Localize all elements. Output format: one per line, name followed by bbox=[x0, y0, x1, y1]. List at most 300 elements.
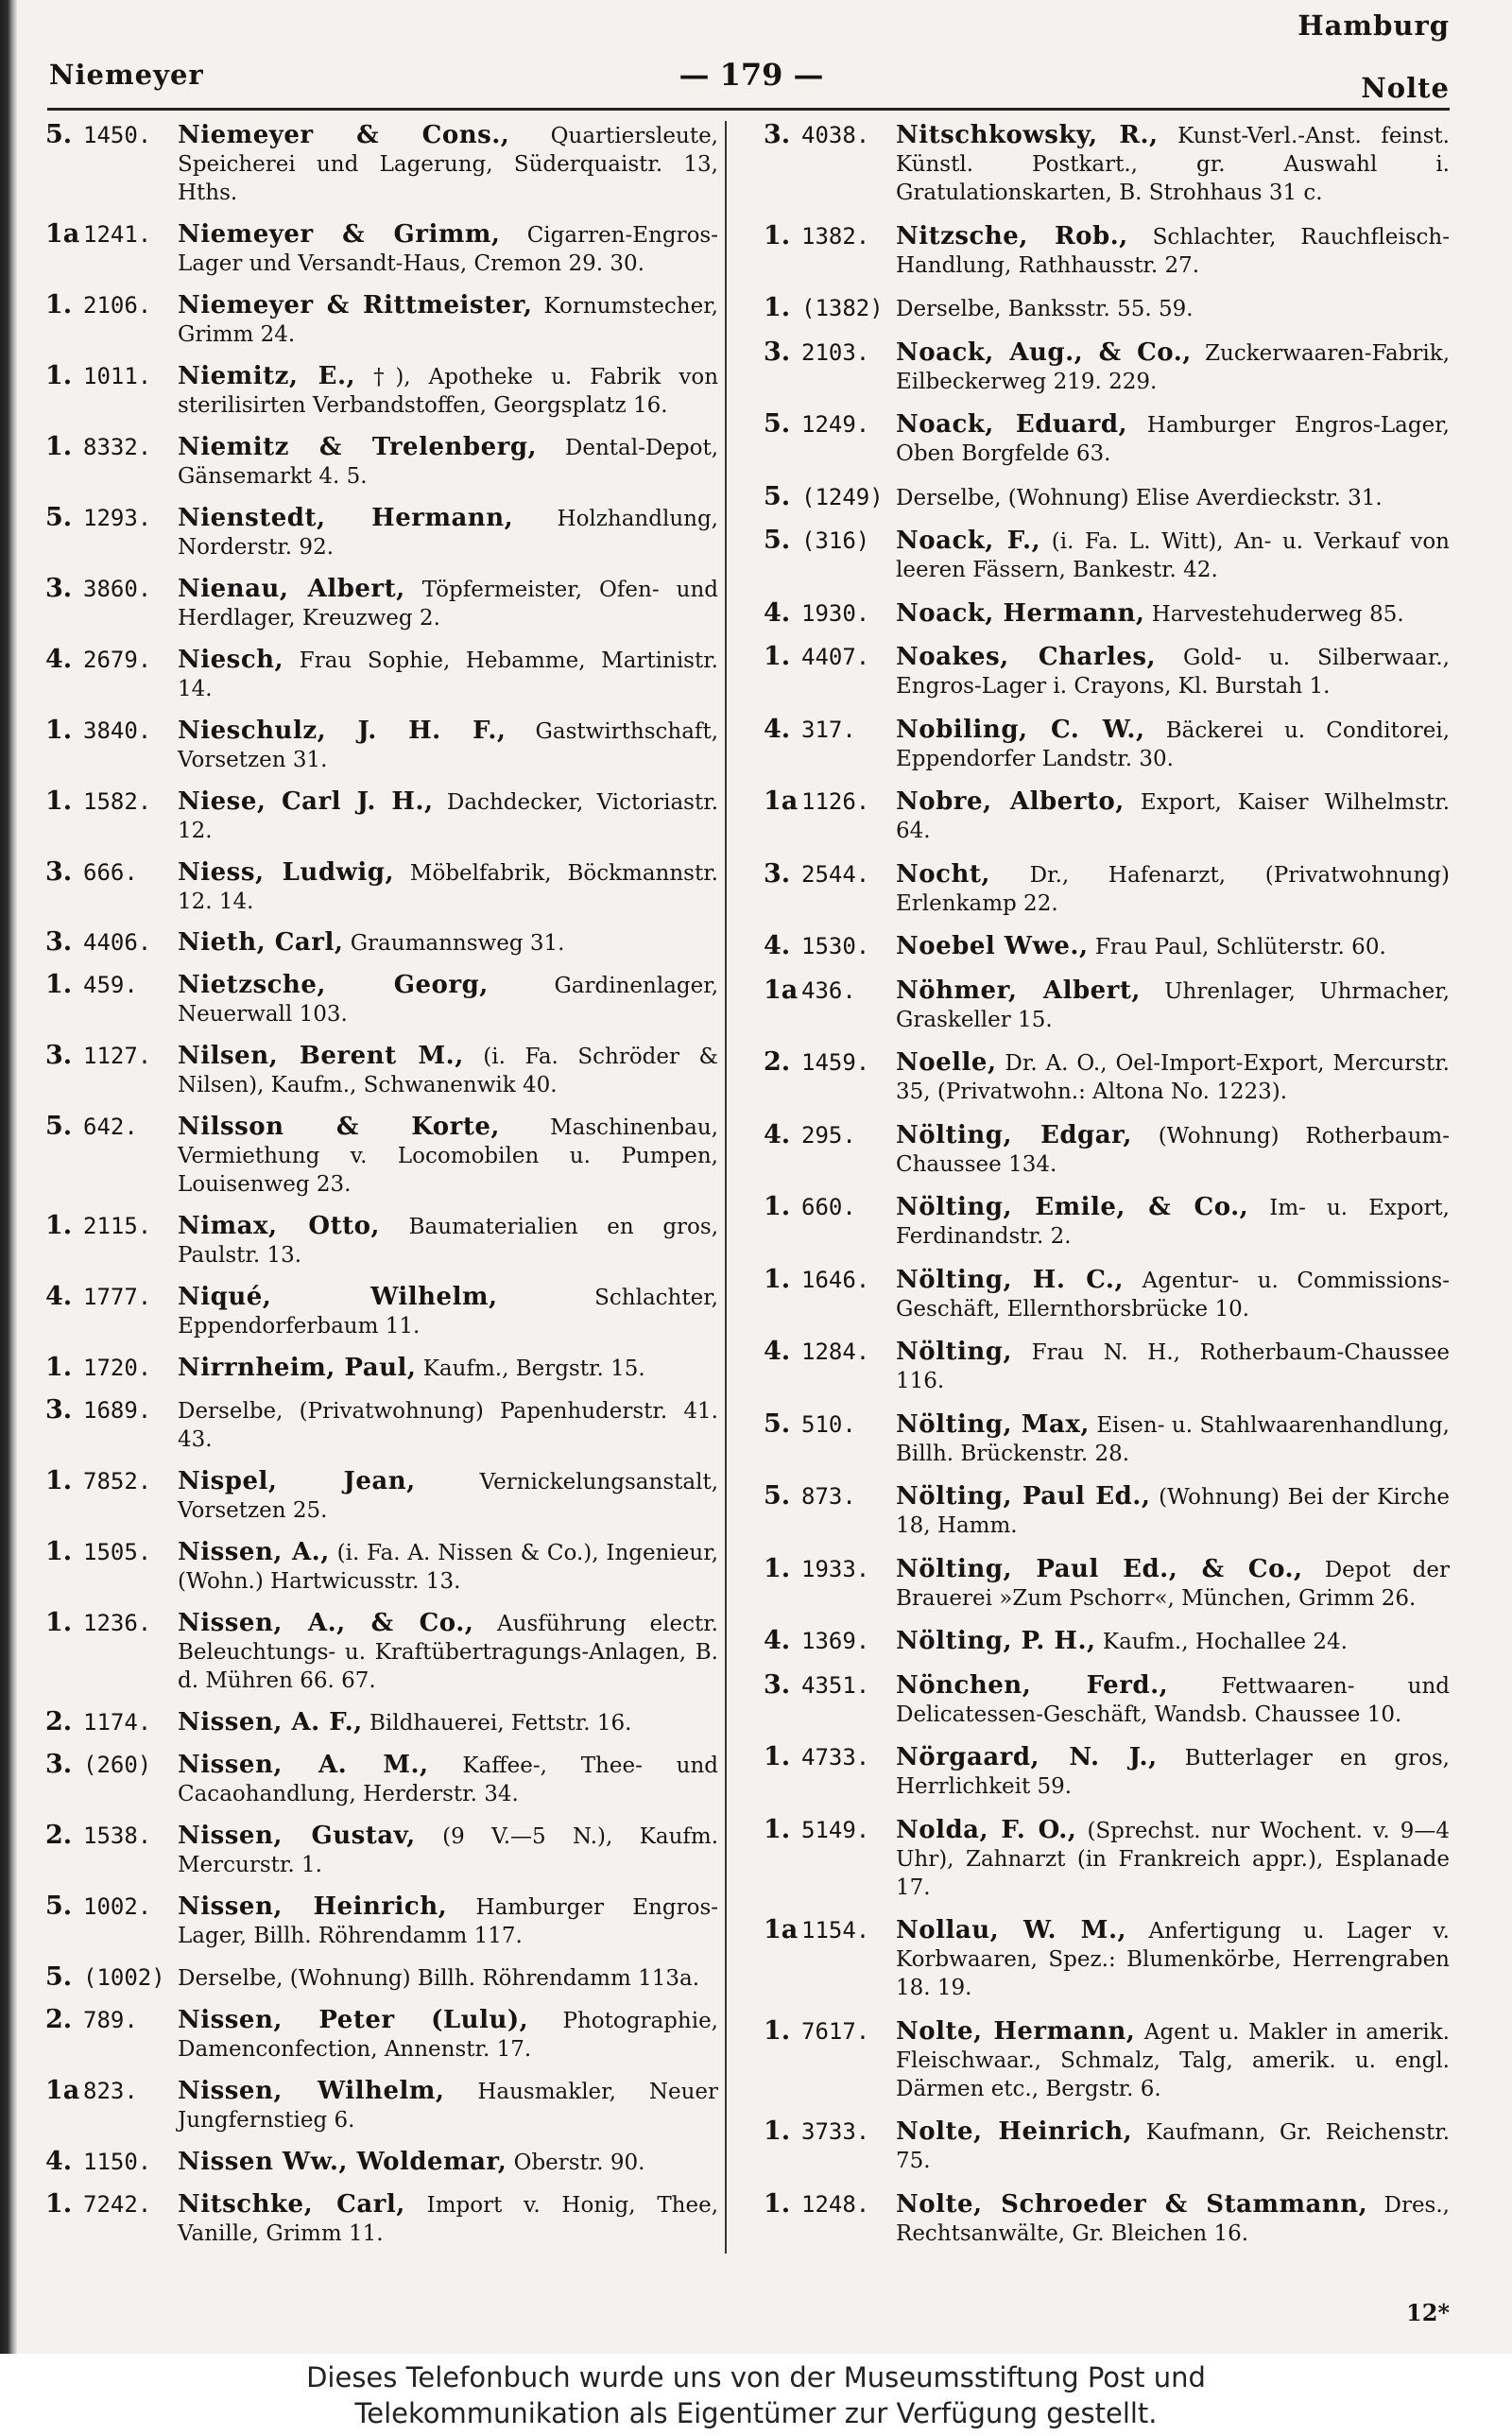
subscriber-name: Nölting, bbox=[896, 1338, 1013, 1367]
entry-body bbox=[896, 1121, 1450, 1179]
entry-body bbox=[178, 291, 718, 349]
phone-number bbox=[764, 527, 896, 555]
exchange-zone: 1. bbox=[764, 1192, 791, 1222]
directory-entry bbox=[45, 2006, 718, 2064]
entry-body bbox=[896, 1048, 1450, 1106]
exchange-zone: 3. bbox=[45, 1041, 73, 1071]
book-binding-edge bbox=[0, 0, 17, 2354]
subscriber-name: Nölting, Emile, & Co., bbox=[896, 1193, 1249, 1222]
subscriber-name: Nietzsche, Georg, bbox=[178, 971, 489, 1000]
entry-body bbox=[896, 222, 1450, 280]
exchange-zone: 1a bbox=[764, 975, 799, 1005]
subscriber-details: Frau Sophie, Hebamme, Martinistr. 14. bbox=[178, 648, 718, 701]
directory-entry bbox=[764, 716, 1450, 773]
exchange-zone: 3. bbox=[764, 1669, 791, 1700]
entry-body bbox=[896, 121, 1450, 207]
subscriber-number: 4351. bbox=[801, 1671, 870, 1699]
phone-number bbox=[764, 294, 896, 322]
entry-body bbox=[178, 2006, 718, 2064]
subscriber-details: Zuckerwaaren-Fabrik, Eilbeckerweg 219. 229. bbox=[896, 340, 1451, 394]
phone-number bbox=[764, 338, 896, 367]
phone-number bbox=[45, 504, 178, 532]
exchange-zone: 1. bbox=[764, 1264, 791, 1294]
subscriber-number: 1933. bbox=[801, 1555, 870, 1582]
phone-number bbox=[764, 1266, 896, 1294]
entry-body bbox=[178, 858, 718, 916]
phone-number bbox=[45, 971, 178, 999]
directory-entry bbox=[764, 338, 1450, 396]
exchange-zone: 3. bbox=[45, 1749, 73, 1779]
entry-body bbox=[178, 717, 718, 774]
exchange-zone: 1. bbox=[45, 715, 73, 745]
exchange-zone: 1. bbox=[45, 1211, 73, 1241]
directory-entry bbox=[764, 1121, 1450, 1179]
subscriber-name: Nissen, Wilhelm, bbox=[178, 2076, 445, 2105]
exchange-zone: 2. bbox=[45, 2004, 73, 2034]
subscriber-details: (i. Fa. L. Witt), An- u. Verkauf von leeren Fässern, Bankestr. 42. bbox=[896, 529, 1450, 583]
subscriber-name: Noack, Aug., & Co., bbox=[896, 337, 1192, 367]
subscriber-number: 5149. bbox=[801, 1816, 870, 1843]
phone-number bbox=[45, 1708, 178, 1736]
subscriber-details: Butterlager en gros, Herrlichkeit 59. bbox=[896, 1746, 1450, 1800]
directory-entry bbox=[45, 1354, 718, 1383]
subscriber-number: 1126. bbox=[801, 788, 870, 816]
entry-body bbox=[178, 1822, 718, 1879]
subscriber-name: Nolte, Hermann, bbox=[896, 2016, 1136, 2046]
subscriber-name: Nönchen, Ferd., bbox=[896, 1670, 1169, 1700]
subscriber-details: Hamburger Engros-Lager, Oben Borgfelde 63. bbox=[896, 413, 1450, 467]
exchange-zone: 4. bbox=[764, 931, 791, 961]
phone-number bbox=[764, 483, 896, 511]
subscriber-details: Harvestehuderweg 85. bbox=[1151, 601, 1404, 627]
directory-entry bbox=[45, 362, 718, 420]
entry-body bbox=[896, 2117, 1450, 2175]
subscriber-details: Hausmakler, Neuer Jungfernstieg 6. bbox=[178, 2079, 718, 2133]
entry-body bbox=[178, 1892, 718, 1950]
entry-body bbox=[178, 575, 718, 632]
directory-entry bbox=[764, 1671, 1450, 1729]
exchange-zone: 1. bbox=[764, 1553, 791, 1583]
subscriber-details: Fettwaaren- und Delicatessen-Geschäft, Wandsb. Chaussee 10. bbox=[896, 1673, 1451, 1727]
running-head-left: Niemeyer bbox=[49, 59, 204, 91]
subscriber-number: 3733. bbox=[801, 2118, 870, 2146]
subscriber-name: Nissen, A. F., bbox=[178, 1707, 363, 1736]
subscriber-number: 1293. bbox=[83, 504, 152, 531]
phone-number bbox=[45, 928, 178, 957]
entry-body bbox=[896, 643, 1450, 700]
subscriber-details: Kaufm., Bergstr. 15. bbox=[422, 1356, 645, 1382]
entry-body bbox=[178, 2190, 718, 2248]
phone-number bbox=[764, 1555, 896, 1583]
entry-body bbox=[178, 1751, 718, 1808]
subscriber-details: Derselbe, Banksstr. 55. 59. bbox=[896, 297, 1194, 322]
exchange-zone: 4. bbox=[764, 714, 791, 744]
subscriber-details: Agentur- u. Commissions-Geschäft, Ellernthorsbrücke 10. bbox=[896, 1268, 1450, 1322]
subscriber-details: Kornumstecher, Grimm 24. bbox=[178, 293, 718, 347]
subscriber-name: Nienstedt, Hermann, bbox=[178, 503, 514, 532]
directory-entry bbox=[764, 1266, 1450, 1323]
subscriber-number: 1646. bbox=[801, 1266, 870, 1293]
subscriber-details: Derselbe, (Privatwohnung) Papenhuderstr. 41. 43. bbox=[178, 1399, 718, 1453]
subscriber-details: Oberstr. 90. bbox=[513, 2150, 645, 2175]
subscriber-number: 2106. bbox=[83, 291, 152, 319]
subscriber-details: (9 V.—5 N.), Kaufm. Mercurstr. 1. bbox=[178, 1823, 719, 1877]
subscriber-name: Nitschkowsky, R., bbox=[896, 121, 1159, 149]
entry-body bbox=[896, 483, 1450, 512]
exchange-zone: 1. bbox=[45, 360, 73, 390]
exchange-zone: 3. bbox=[764, 858, 791, 889]
left-column bbox=[45, 121, 718, 2248]
phone-number bbox=[45, 1396, 178, 1425]
subscriber-details: Export, Kaiser Wilhelmstr. 64. bbox=[896, 790, 1451, 844]
subscriber-details: Kunst-Verl.-Anst. feinst. Künstl. Postkart., gr. Auswahl i. Gratulationskarten, B. Strohhaus 31 c. bbox=[896, 124, 1450, 205]
directory-entry bbox=[45, 433, 718, 491]
subscriber-name: Nölting, Paul Ed., bbox=[896, 1482, 1151, 1512]
entry-body bbox=[178, 2148, 718, 2177]
phone-number bbox=[45, 1822, 178, 1850]
subscriber-name: Nispel, Jean, bbox=[178, 1467, 416, 1496]
exchange-zone: 4. bbox=[45, 1282, 73, 1312]
subscriber-number: 4407. bbox=[801, 644, 870, 671]
signature-mark: 12* bbox=[1406, 2299, 1450, 2326]
phone-number bbox=[45, 1963, 178, 1992]
directory-entry bbox=[45, 787, 718, 845]
subscriber-number: 4406. bbox=[83, 929, 152, 957]
directory-entry bbox=[764, 1555, 1450, 1613]
subscriber-details: Gardinenlager, Neuerwall 103. bbox=[178, 974, 719, 1028]
directory-entry bbox=[45, 1963, 718, 1993]
header-rule bbox=[47, 108, 1450, 111]
subscriber-number: 1538. bbox=[83, 1822, 152, 1849]
banner-line-1: Dieses Telefonbuch wurde uns von der Museumsstiftung Post und bbox=[306, 2361, 1206, 2393]
subscriber-name: Noack, Hermann, bbox=[896, 598, 1145, 628]
subscriber-number: (1002) bbox=[83, 1963, 165, 1991]
subscriber-details: (Wohnung) Rotherbaum-Chaussee 134. bbox=[896, 1123, 1450, 1177]
subscriber-number: 1284. bbox=[801, 1339, 870, 1366]
exchange-zone: 1. bbox=[764, 2116, 791, 2147]
entry-body bbox=[178, 646, 718, 703]
directory-entry bbox=[764, 2017, 1450, 2103]
directory-entry bbox=[45, 1467, 718, 1525]
subscriber-name: Nissen, A. M., bbox=[178, 1750, 429, 1779]
directory-entry bbox=[45, 575, 718, 632]
subscriber-name: Nimax, Otto, bbox=[178, 1212, 380, 1241]
phone-number bbox=[764, 1671, 896, 1700]
subscriber-details: Maschinenbau, Vermiethung v. Locomobilen u. Pumpen, Louisenweg 23. bbox=[178, 1115, 718, 1198]
phone-number bbox=[45, 1113, 178, 1141]
exchange-zone: 5. bbox=[45, 1112, 73, 1142]
subscriber-name: Nörgaard, N. J., bbox=[896, 1743, 1158, 1772]
directory-entry bbox=[764, 527, 1450, 584]
exchange-zone: 1. bbox=[45, 2188, 73, 2219]
exchange-zone: 5. bbox=[45, 1961, 73, 1992]
subscriber-name: Nilsen, Berent M., bbox=[178, 1042, 464, 1071]
directory-entry bbox=[45, 646, 718, 703]
subscriber-number: 1689. bbox=[83, 1397, 152, 1425]
entry-body bbox=[178, 433, 718, 491]
phone-number bbox=[45, 1283, 178, 1311]
directory-entry bbox=[764, 222, 1450, 280]
phone-number bbox=[764, 1627, 896, 1655]
subscriber-name: Niqué, Wilhelm, bbox=[178, 1283, 498, 1312]
subscriber-name: Nölting, H. C., bbox=[896, 1265, 1125, 1294]
exchange-zone: 1. bbox=[764, 2188, 791, 2219]
directory-entry bbox=[45, 858, 718, 916]
subscriber-name: Nissen, Heinrich, bbox=[178, 1892, 448, 1921]
exchange-zone: 4. bbox=[45, 2146, 73, 2176]
phone-number bbox=[764, 1410, 896, 1439]
subscriber-number: 7852. bbox=[83, 1468, 152, 1495]
subscriber-number: 1002. bbox=[83, 1892, 152, 1920]
subscriber-name: Niess, Ludwig, bbox=[178, 857, 395, 887]
subscriber-number: 3860. bbox=[83, 575, 152, 602]
directory-entry bbox=[45, 1708, 718, 1737]
exchange-zone: 5. bbox=[764, 481, 791, 511]
subscriber-name: Niemitz, E., bbox=[178, 361, 356, 390]
phone-number bbox=[764, 787, 896, 816]
subscriber-details: Baumaterialien en gros, Paulstr. 13. bbox=[178, 1215, 719, 1269]
subscriber-name: Nilsson & Korte, bbox=[178, 1113, 500, 1142]
subscriber-name: Nollau, W. M., bbox=[896, 1916, 1127, 1945]
exchange-zone: 1. bbox=[45, 970, 73, 1000]
subscriber-number: 2679. bbox=[83, 646, 152, 673]
exchange-zone: 4. bbox=[764, 1337, 791, 1367]
subscriber-details: Frau N. H., Rotherbaum-Chaussee 116. bbox=[896, 1340, 1450, 1394]
exchange-zone: 3. bbox=[764, 120, 791, 149]
subscriber-details: Dres., Rechtsanwälte, Gr. Bleichen 16. bbox=[896, 2192, 1450, 2246]
directory-entry bbox=[45, 1283, 718, 1340]
ownership-banner bbox=[0, 2354, 1512, 2436]
subscriber-name: Nobre, Alberto, bbox=[896, 787, 1125, 817]
subscriber-details: (i. Fa. A. Nissen & Co.), Ingenieur, (Wohn.) Hartwicusstr. 13. bbox=[178, 1541, 718, 1595]
subscriber-details: Bildhauerei, Fettstr. 16. bbox=[369, 1710, 632, 1736]
subscriber-number: 873. bbox=[801, 1483, 856, 1511]
phone-number bbox=[45, 2006, 178, 2034]
exchange-zone: 1. bbox=[764, 1742, 791, 1772]
subscriber-number: 1154. bbox=[801, 1917, 870, 1944]
subscriber-details: Bäckerei u. Conditorei, Eppendorfer Landstr. 30. bbox=[896, 717, 1450, 771]
subscriber-number: 4038. bbox=[801, 122, 870, 148]
entry-body bbox=[896, 1410, 1450, 1468]
exchange-zone: 1. bbox=[764, 2015, 791, 2046]
subscriber-details: Hamburger Engros-Lager, Billh. Röhrendamm 117. bbox=[178, 1894, 719, 1948]
page-number: — 179 — bbox=[679, 57, 824, 93]
subscriber-details: Kaufm., Hochallee 24. bbox=[1102, 1630, 1348, 1655]
directory-entry bbox=[45, 1212, 718, 1270]
subscriber-number: 8332. bbox=[83, 433, 152, 460]
subscriber-name: Noack, F., bbox=[896, 527, 1041, 556]
subscriber-details: Dr., Hafenarzt, (Privatwohnung) Erlenkamp 22. bbox=[896, 862, 1450, 916]
subscriber-name: Nöhmer, Albert, bbox=[896, 976, 1141, 1005]
directory-entry bbox=[764, 1410, 1450, 1468]
subscriber-details: (Wohnung) Bei der Kirche 18, Hamm. bbox=[896, 1485, 1450, 1539]
directory-entry bbox=[764, 1482, 1450, 1540]
directory-entry bbox=[45, 1042, 718, 1099]
phone-number bbox=[764, 599, 896, 628]
directory-entry bbox=[764, 483, 1450, 512]
entry-body bbox=[178, 971, 718, 1028]
subscriber-details: Gold- u. Silberwaar., Engros-Lager i. Crayons, Kl. Burstah 1. bbox=[896, 646, 1450, 700]
directory-entry bbox=[764, 1816, 1450, 1902]
phone-number bbox=[45, 1467, 178, 1495]
subscriber-number: 1150. bbox=[83, 2148, 152, 2175]
subscriber-details: Töpfermeister, Ofen- und Herdlager, Kreuzweg 2. bbox=[178, 577, 718, 631]
subscriber-number: 4733. bbox=[801, 1744, 870, 1771]
subscriber-number: 1720. bbox=[83, 1355, 152, 1382]
directory-entry bbox=[45, 1396, 718, 1454]
directory-entry bbox=[764, 2117, 1450, 2175]
directory-entry bbox=[764, 860, 1450, 918]
entry-body bbox=[896, 2017, 1450, 2103]
phone-number bbox=[45, 575, 178, 603]
exchange-zone: 1. bbox=[45, 1466, 73, 1496]
directory-entry bbox=[764, 599, 1450, 629]
subscriber-name: Nolda, F. O., bbox=[896, 1815, 1077, 1844]
entry-body bbox=[178, 362, 718, 420]
phone-number bbox=[764, 1048, 896, 1077]
directory-entry bbox=[764, 1916, 1450, 2002]
phone-number bbox=[45, 1609, 178, 1637]
entry-body bbox=[178, 121, 718, 207]
entry-body bbox=[178, 1396, 718, 1454]
subscriber-details: Ausführung electr. Beleuchtungs- u. Kraftübertragungs-Anlagen, B. d. Mühren 66. 67. bbox=[178, 1612, 718, 1694]
subscriber-name: Nissen, A., bbox=[178, 1538, 330, 1567]
subscriber-number: 1248. bbox=[801, 2190, 870, 2218]
directory-entry bbox=[764, 1193, 1450, 1251]
entry-body bbox=[896, 338, 1450, 396]
exchange-zone: 3. bbox=[764, 337, 791, 367]
subscriber-details: Derselbe, (Wohnung) Elise Averdieckstr. 31. bbox=[896, 485, 1383, 510]
subscriber-details: Holzhandlung, Norderstr. 92. bbox=[178, 506, 718, 560]
directory-entry bbox=[764, 2190, 1450, 2248]
subscriber-number: 1930. bbox=[801, 599, 870, 627]
subscriber-name: Nissen Ww., Woldemar, bbox=[178, 2147, 507, 2176]
phone-number bbox=[764, 121, 896, 149]
subscriber-name: Nissen, Peter (Lulu), bbox=[178, 2005, 529, 2034]
exchange-zone: 1. bbox=[764, 642, 791, 672]
entry-body bbox=[178, 504, 718, 561]
phone-number bbox=[764, 2190, 896, 2219]
exchange-zone: 1. bbox=[764, 293, 791, 323]
subscriber-details: Im- u. Export, Ferdinandstr. 2. bbox=[896, 1196, 1450, 1250]
phone-number bbox=[45, 1751, 178, 1779]
subscriber-name: Nitzsche, Rob., bbox=[896, 221, 1128, 251]
subscriber-number: 436. bbox=[801, 976, 856, 1004]
directory-entry bbox=[764, 976, 1450, 1034]
subscriber-details: Photographie, Damenconfection, Annenstr. 17. bbox=[178, 2008, 718, 2062]
subscriber-name: Nirrnheim, Paul, bbox=[178, 1354, 417, 1383]
phone-number bbox=[45, 858, 178, 887]
exchange-zone: 1. bbox=[45, 1537, 73, 1567]
entry-body bbox=[896, 527, 1450, 584]
subscriber-name: Niemeyer & Cons., bbox=[178, 121, 510, 149]
subscriber-name: Noelle, bbox=[896, 1048, 997, 1078]
entry-body bbox=[896, 1338, 1450, 1395]
subscriber-number: 1530. bbox=[801, 933, 870, 960]
subscriber-name: Nocht, bbox=[896, 859, 990, 889]
exchange-zone: 5. bbox=[45, 502, 73, 532]
directory-entry bbox=[45, 1822, 718, 1879]
subscriber-number: 1505. bbox=[83, 1539, 152, 1566]
subscriber-name: Niemeyer & Rittmeister, bbox=[178, 290, 533, 320]
exchange-zone: 5. bbox=[45, 120, 73, 149]
phone-number bbox=[45, 220, 178, 249]
entry-body bbox=[178, 2077, 718, 2134]
subscriber-number: 2103. bbox=[801, 338, 870, 366]
subscriber-name: Nobiling, C. W., bbox=[896, 715, 1145, 744]
exchange-zone: 1a bbox=[45, 218, 80, 249]
phone-number bbox=[764, 976, 896, 1005]
directory-entry bbox=[764, 1338, 1450, 1395]
subscriber-name: Noack, Eduard, bbox=[896, 410, 1128, 440]
subscriber-number: 2544. bbox=[801, 860, 870, 888]
directory-entry bbox=[764, 1048, 1450, 1106]
subscriber-details: Kaufmann, Gr. Reichenstr. 75. bbox=[896, 2120, 1451, 2174]
entry-body bbox=[178, 220, 718, 278]
directory-entry bbox=[45, 504, 718, 561]
entry-body bbox=[178, 787, 718, 845]
exchange-zone: 5. bbox=[764, 1481, 791, 1512]
subscriber-number: 317. bbox=[801, 716, 856, 743]
subscriber-number: 295. bbox=[801, 1121, 856, 1149]
directory-entry bbox=[764, 643, 1450, 700]
entry-body bbox=[178, 1042, 718, 1099]
directory-entry bbox=[45, 2148, 718, 2177]
subscriber-details: Uhrenlager, Uhrmacher, Graskeller 15. bbox=[896, 978, 1450, 1032]
subscriber-details: Dental-Depot, Gänsemarkt 4. 5. bbox=[178, 435, 719, 489]
entry-body bbox=[896, 599, 1450, 629]
subscriber-name: Noakes, Charles, bbox=[896, 643, 1157, 672]
subscriber-details: Schlachter, Rauchfleisch-Handlung, Rathhausstr. 27. bbox=[896, 224, 1451, 278]
phone-number bbox=[45, 433, 178, 461]
entry-body bbox=[178, 1963, 718, 1993]
subscriber-number: 1127. bbox=[83, 1043, 152, 1070]
banner-line-2: Telekommunikation als Eigentümer zur Verfügung gestellt. bbox=[354, 2397, 1158, 2429]
subscriber-number: 789. bbox=[83, 2006, 138, 2033]
entry-body bbox=[896, 410, 1450, 468]
subscriber-details: Frau Paul, Schlüterstr. 60. bbox=[1094, 935, 1386, 960]
subscriber-number: 2115. bbox=[83, 1213, 152, 1240]
subscriber-details: Eisen- u. Stahlwaarenhandlung, Billh. Brückenstr. 28. bbox=[896, 1412, 1450, 1466]
subscriber-name: Noebel Wwe., bbox=[896, 932, 1089, 961]
subscriber-number: 1459. bbox=[801, 1049, 870, 1077]
subscriber-number: 1382. bbox=[801, 222, 870, 250]
subscriber-details: Dachdecker, Victoriastr. 12. bbox=[178, 789, 718, 843]
phone-number bbox=[45, 2077, 178, 2105]
phone-number bbox=[764, 1121, 896, 1149]
running-head-right: Nolte bbox=[1361, 72, 1450, 104]
directory-entry bbox=[764, 1743, 1450, 1801]
phone-number bbox=[764, 932, 896, 960]
phone-number bbox=[764, 222, 896, 251]
subscriber-number: 510. bbox=[801, 1410, 856, 1438]
entry-body bbox=[178, 1212, 718, 1270]
subscriber-number: 1369. bbox=[801, 1628, 870, 1655]
exchange-zone: 3. bbox=[45, 927, 73, 958]
exchange-zone: 1. bbox=[45, 786, 73, 816]
right-column bbox=[764, 121, 1450, 2248]
subscriber-number: 3840. bbox=[83, 717, 152, 744]
phone-number bbox=[764, 1743, 896, 1771]
phone-number bbox=[45, 1042, 178, 1070]
entry-body bbox=[896, 976, 1450, 1034]
subscriber-name: Nieschulz, J. H. F., bbox=[178, 716, 507, 745]
subscriber-details: Möbelfabrik, Böckmannstr. 12. 14. bbox=[178, 860, 718, 914]
phone-number bbox=[764, 716, 896, 744]
directory-entry bbox=[45, 291, 718, 349]
entry-body bbox=[178, 1283, 718, 1340]
subscriber-name: Niesch, bbox=[178, 645, 284, 674]
